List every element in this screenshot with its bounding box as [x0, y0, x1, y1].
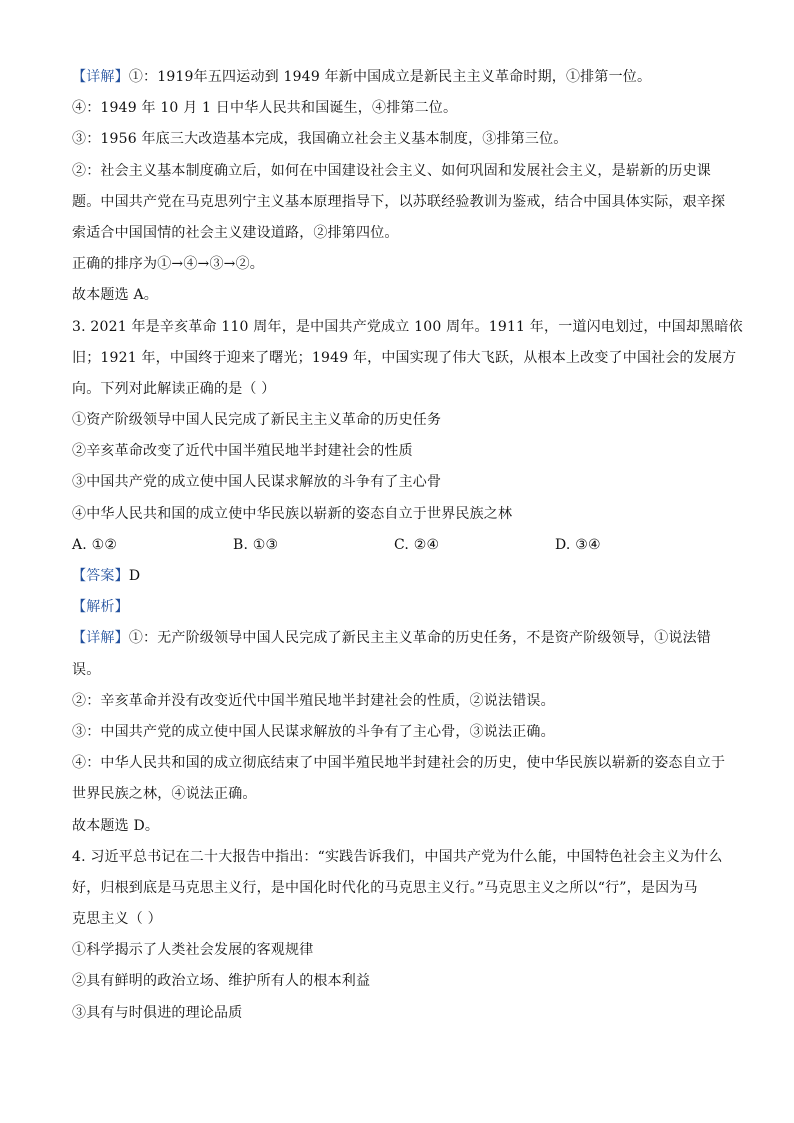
text-line [72, 499, 724, 530]
line-text: ①：无产阶级领导中国人民完成了新民主主义革命的历史任务，不是资产阶级领导，①说法错 [128, 630, 712, 647]
line-text: ④：中华人民共和国的成立彻底结束了中国半殖民地半封建社会的历史，使中华民族以崭新的姿态自立于 [72, 755, 726, 772]
text-line [72, 842, 724, 873]
option-b: B. ①③ [233, 536, 279, 553]
line-text: ③：中国共产党的成立使中国人民谋求解放的斗争有了主心骨，③说法正确。 [72, 723, 555, 740]
text-line [72, 124, 724, 155]
text-line [72, 218, 724, 249]
line-text: 3. 2021 年是辛亥革命 110 周年，是中国共产党成立 100 周年。1911 年，一道闪电划过，中国却黑暗依 [72, 318, 743, 335]
text-line [72, 280, 724, 311]
text-line [72, 405, 724, 436]
text-line [72, 935, 724, 966]
text-line [72, 779, 724, 810]
line-text: 故本题选 A。 [72, 287, 158, 304]
text-line [72, 811, 724, 842]
line-text: ③具有与时俱进的理论品质 [72, 1004, 243, 1021]
text-line [72, 187, 724, 218]
line-text: ①资产阶级领导中国人民完成了新民主主义革命的历史任务 [72, 412, 442, 429]
text-line [72, 249, 724, 280]
line-text: ②具有鲜明的政治立场、维护所有人的根本利益 [72, 973, 371, 990]
text-line [72, 62, 724, 93]
question-block-2 [72, 561, 724, 1029]
line-text: ④中华人民共和国的成立使中华民族以崭新的姿态自立于世界民族之林 [72, 505, 513, 522]
section-tag: 【详解】 [72, 630, 129, 647]
text-line [72, 717, 724, 748]
line-text: ②：辛亥革命并没有改变近代中国半殖民地半封建社会的性质，②说法错误。 [72, 692, 555, 709]
option-a: A. ①② [72, 536, 118, 553]
document-page [72, 62, 743, 1029]
text-line [72, 561, 724, 592]
line-text: 索适合中国国情的社会主义建设道路，②排第四位。 [72, 224, 399, 241]
section-tag: 【答案】 [72, 568, 129, 584]
text-line [72, 312, 743, 343]
text-line [72, 343, 737, 374]
section-tag: 【详解】 [72, 69, 129, 85]
line-text: 旧；1921 年，中国终于迎来了曙光；1949 年，中国实现了伟大飞跃，从根本上改变了中国社会的发展方 [72, 349, 737, 366]
line-text: 好，归根到底是马克思主义行，是中国化时代化的马克思主义行。”马克思主义之所以“行”，是因为马 [72, 879, 698, 896]
line-text: ①：1919年五四运动到 1949 年新中国成立是新民主主义革命时期，①排第一位。 [128, 69, 652, 85]
text-line [72, 374, 724, 405]
line-text: 故本题选 D。 [72, 817, 160, 834]
text-line [72, 436, 724, 467]
line-text: ②辛亥革命改变了近代中国半殖民地半封建社会的性质 [72, 443, 413, 460]
line-text: 题。中国共产党在马克思列宁主义基本原理指导下，以苏联经验教训为鉴戒，结合中国具体实际，艰辛探 [72, 193, 726, 210]
section-tag: 【解析】 [72, 599, 129, 616]
text-line [72, 93, 724, 124]
text-line [72, 623, 724, 654]
answer-options [72, 530, 724, 561]
line-text: 4. 习近平总书记在二十大报告中指出：“实践告诉我们，中国共产党为什么能，中国特色社会主义为什么 [72, 848, 723, 865]
option-d: D. ③④ [555, 536, 601, 553]
line-text: ①科学揭示了人类社会发展的客观规律 [72, 942, 314, 959]
line-text: 克思主义（ ） [72, 911, 162, 928]
line-text: 向。下列对此解读正确的是（ ） [72, 380, 276, 397]
text-line [72, 592, 724, 623]
line-text: 世界民族之林，④说法正确。 [72, 786, 257, 803]
line-text: ③：1956 年底三大改造基本完成，我国确立社会主义基本制度，③排第三位。 [72, 131, 568, 148]
line-text: ④：1949 年 10 月 1 日中华人民共和国诞生，④排第二位。 [72, 100, 458, 117]
line-text: 正确的排序为①→④→③→②。 [72, 256, 264, 273]
text-line [72, 904, 724, 935]
line-text: 误。 [72, 661, 101, 678]
text-line [72, 998, 724, 1029]
text-line [72, 748, 724, 779]
line-text: ②：社会主义基本制度确立后，如何在中国建设社会主义、如何巩固和发展社会主义，是崭新的历史课 [72, 162, 711, 179]
option-c: C. ②④ [394, 536, 440, 553]
text-line [72, 156, 724, 187]
question-block-1 [72, 62, 743, 530]
text-line [72, 467, 724, 498]
text-line [72, 966, 724, 997]
text-line [72, 686, 724, 717]
line-text: D [128, 568, 141, 584]
line-text: ③中国共产党的成立使中国人民谋求解放的斗争有了主心骨 [72, 474, 442, 491]
text-line [72, 873, 724, 904]
text-line [72, 655, 724, 686]
